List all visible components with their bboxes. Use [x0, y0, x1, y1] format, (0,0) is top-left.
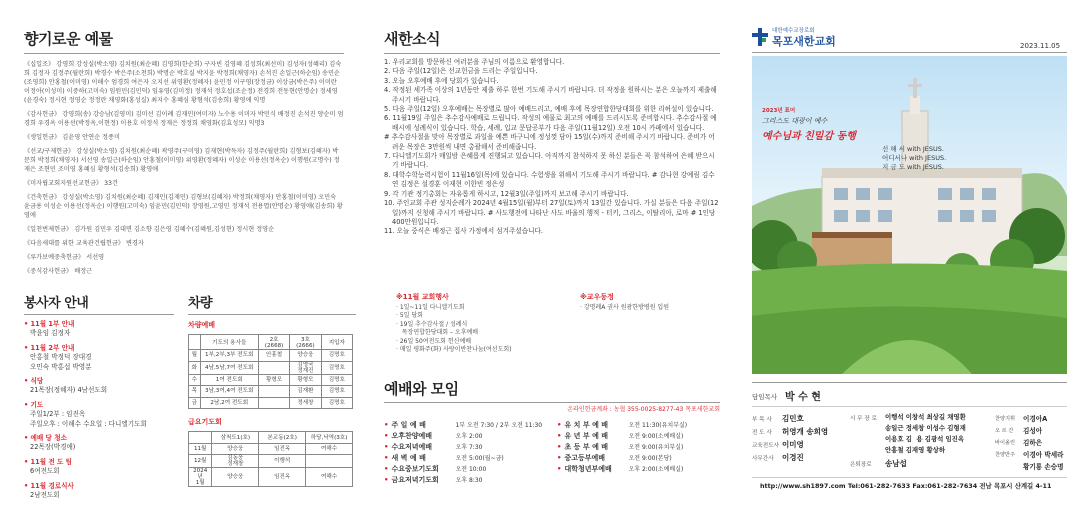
table-cell: [258, 397, 289, 409]
table-cell: 김재환: [290, 386, 321, 398]
divider: [384, 402, 720, 403]
vehicle-section: [188, 292, 356, 487]
elders-list: [885, 412, 995, 456]
event-line: · 5일 당회: [396, 312, 423, 320]
table-row: [189, 374, 353, 386]
worship-name: 주 일 예 배: [391, 421, 426, 430]
service-item-line: 6여전도회: [30, 467, 60, 476]
music-staff-role: 오 르 간: [995, 427, 1014, 434]
bullet-icon: •: [24, 377, 31, 386]
offerings-list: [24, 60, 344, 276]
music-staff-name: 이경아 박세라: [1023, 451, 1064, 459]
worship-time: 오후 2:00(소예배실): [628, 466, 684, 474]
music-staff-role: 바이올린: [995, 439, 1016, 446]
staff-list: [752, 412, 847, 464]
worship-row: [384, 442, 547, 453]
news-item: 4. 작정된 세가족 이상의 1년동안 제출 하루 한번 기도해 주시기 바랍니다. 더 작정을 원하시는 분은 오늘까지 제출해 주시기 바랍니다.: [384, 86, 717, 104]
divider: [752, 477, 1067, 478]
table-row: [189, 361, 353, 374]
news-item: 3. 오늘 오후예배 후에 당회가 있습니다.: [384, 76, 499, 85]
service-item-line: 안홍철 박정덕 장대경: [30, 353, 92, 362]
staff-role: 교육전도사: [752, 442, 780, 449]
news-item: 7. 다니엘기도회가 매일밤 은혜롭게 진행되고 있습니다. 아직까지 참석하지 못 하신 분들은 꼭 참석하여 은혜 받으시기 바랍니다.: [384, 152, 715, 170]
table-cell: 김영국 정재진: [290, 361, 321, 374]
table-cell: 김동웅 정재창: [212, 455, 259, 468]
worship-time: 오전 9:00(소예배실): [628, 433, 684, 441]
service-item: [24, 344, 174, 372]
offering-paragraph: 《미자립교회지원선교헌금》 33건: [24, 180, 118, 187]
staff-role: 부 목 사: [752, 416, 772, 423]
table-row: [189, 350, 353, 362]
worship-row: [384, 420, 547, 431]
divider: [752, 52, 1067, 53]
music-staff-name: 황기룡 손승명: [1023, 463, 1064, 471]
music-staff-row: [995, 460, 1091, 472]
worship-name: 오후찬양예배: [391, 432, 433, 441]
staff-row: [752, 412, 847, 425]
staff-name: 이미영: [782, 440, 804, 449]
table-cell: 4남,5남,7여 전도회: [200, 361, 258, 374]
service-item-label: [24, 344, 174, 353]
service-label-text: 예배 당 청소: [30, 434, 67, 443]
retired-elder-name: 송남섭: [885, 459, 907, 468]
table-cell: 양승웅: [290, 350, 321, 362]
bullet-icon: •: [384, 443, 389, 452]
lunch-subtitle: 급요기도회: [188, 418, 222, 426]
offering-paragraph: 《일천번제헌금》 김가원 김민우 김대면 김소향 김은영 김혜수(김혜원,김성현) 정시현 정영순: [24, 226, 275, 233]
table-header-cell: 3호(2666): [290, 335, 321, 350]
bullet-icon: •: [24, 434, 31, 443]
offering-paragraph: 《감사헌금》 강영희(송) 강승남(김영미) 김미선 김이례 김재민(여미자) 노수용 이미자 박민식 배정진 손석진 양순미 엄경희 우경옥 이용선(박정옥,이현정) 이용호 이정석 정재은 정정희 채영화(김효성모) 익명3: [24, 111, 344, 127]
table-header-row: [189, 432, 353, 444]
service-item-line: 오민숙 박홍섭 박영분: [30, 362, 92, 371]
worship-title: 예배와 모임: [384, 380, 459, 398]
bullet-icon: •: [557, 465, 562, 474]
offering-paragraph: 《다음세대를 위한 교육관건립헌금》 변경자: [24, 240, 144, 247]
service-item: [24, 458, 174, 477]
divider: [188, 314, 356, 315]
elders-line: 이용호 김 용 김광석 임진옥: [885, 435, 965, 443]
table-cell: 김명호: [321, 361, 352, 374]
table-cell: 황형모: [290, 374, 321, 386]
service-item-line: 박윤임 김정자: [30, 329, 71, 338]
church-photo: [752, 56, 1067, 374]
table-cell: 2024년 1월: [189, 468, 212, 487]
service-label-text: 11월 경로식사: [30, 481, 74, 490]
table-header-cell: 지입자: [321, 335, 352, 350]
offering-paragraph: 《생일헌금》 김윤영 안연순 정종미: [24, 134, 120, 141]
column-news: [384, 28, 720, 237]
member-news-box: [580, 292, 720, 312]
news-item: 2. 다음 주일(12일)은 선교헌금을 드리는 주일입니다.: [384, 67, 538, 76]
staff-role: 사무간사: [752, 455, 774, 462]
table-header-cell: [189, 432, 212, 444]
event-line: · 매일 평화주(화) 사랑이반찬나눔(여선도회): [396, 346, 512, 354]
member-news-title: ※교우동정: [580, 293, 614, 301]
bullet-icon: •: [24, 457, 31, 466]
service-label-text: 11월 2부 안내: [30, 343, 75, 352]
table-cell: 화: [189, 361, 201, 374]
denomination-label: 대한예수교장로회: [772, 28, 815, 34]
table-cell: 11월: [189, 443, 212, 455]
worship-section: [384, 378, 720, 486]
event-line: · 1일~11일 다니엘기도회: [396, 304, 465, 311]
table-cell: 양승웅: [212, 468, 259, 487]
table-cell: [306, 455, 353, 468]
event-line: · 19일 추수감사절 / 성례식: [396, 320, 468, 328]
table-header-cell: [189, 335, 201, 350]
table-row: [189, 455, 353, 468]
news-item: 11. 오늘 중식은 배정근 집사 가정에서 섬겨주셨습니다.: [384, 227, 543, 236]
service-label-text: 11월 1부 안내: [30, 320, 75, 328]
music-staff-row: [995, 412, 1091, 424]
vehicle-title: 차량: [188, 296, 213, 311]
table-header-cell: 기도의 용사들: [200, 335, 258, 350]
worship-name: 유 치 부 예 배: [564, 421, 609, 430]
pastor-name: 박 수 현: [785, 392, 821, 403]
elders-line: 송일근 정세창 이성수 김형재: [885, 424, 966, 432]
table-header-cell: 2호(2668): [258, 335, 289, 350]
worship-row: [384, 475, 547, 486]
service-item: [24, 434, 174, 453]
worship-time: 오전 9:00(유치부실): [628, 444, 684, 452]
table-cell: [258, 386, 289, 398]
worship-row: [557, 420, 720, 431]
divider: [752, 382, 1067, 383]
footer-contact: http://www.sh1897.com Tel:061-282-7633 Fax:061-282-7634 전남 목포시 산계길 4-11: [760, 482, 1052, 490]
table-cell: 김명호: [321, 397, 352, 409]
music-staff-name: 이경아A: [1023, 415, 1048, 423]
worship-time: 오전 9:00(본당): [628, 455, 672, 463]
cross-logo-icon: [752, 28, 768, 46]
table-row: [189, 443, 353, 455]
table-cell: 12월: [189, 455, 212, 468]
table-cell: 1여 전도회: [200, 374, 258, 386]
member-news-line: · 강명례A 권사 원광한방병원 입원: [580, 304, 669, 311]
service-item: [24, 482, 174, 501]
bullet-icon: •: [24, 481, 31, 490]
news-item: 10. 주인교회 주관 성지순례가 2024년 4월15일(월)부터 27일(토)까지 13일간 있습니다. 가실 분들은 다음 주일(12일)까지 신청해 주시기 바랍니다. # 사도행전에 나타난 사도 바울의 행적 - 터키, 그리스, 이탈리아, 로마 # 1인당 400만원입니다.: [384, 199, 719, 226]
service-section: [24, 292, 174, 506]
music-staff-row: [995, 436, 1091, 448]
staff-row: [752, 451, 847, 464]
table-row: [189, 397, 353, 409]
table-cell: 여해수: [306, 468, 353, 487]
member-news-list: [580, 304, 720, 312]
service-label-text: 11월 전 도 팀: [30, 457, 73, 466]
service-item: [24, 377, 174, 396]
lunch-table: [188, 431, 353, 487]
service-item-line: 주일오후 : 이해수 수요일 : 다니엘기도회: [30, 419, 147, 428]
offering-paragraph: 《루가보예중축헌금》 서선영: [24, 254, 105, 261]
bulletin-date: 2023.11.05: [1020, 42, 1061, 50]
online-account: 온라인헌금계좌 : 농협 355-0025-8277-43 목포새한교회: [567, 406, 720, 413]
vehicle-table: [188, 334, 353, 409]
table-cell: 임진옥: [259, 443, 306, 455]
table-cell: 수: [189, 374, 201, 386]
offering-paragraph: 《중식감사헌금》 배정근: [24, 268, 93, 275]
events-list: [396, 304, 566, 354]
music-staff-list: [995, 412, 1091, 472]
worship-time: 오전 10:00: [455, 466, 487, 474]
table-cell: 여해수: [306, 443, 353, 455]
worship-row: [384, 453, 547, 464]
table-cell: 임진옥: [259, 468, 306, 487]
divider: [24, 314, 174, 315]
table-cell: 월: [189, 350, 201, 362]
table-cell: 3남,3여,4여 전도회: [200, 386, 258, 398]
worship-name: 초 등 부 예 배: [564, 443, 609, 452]
worship-row: [557, 442, 720, 453]
service-label-text: 기도: [30, 400, 44, 409]
staff-name: 김민호: [782, 414, 804, 423]
bullet-icon: •: [24, 343, 31, 352]
news-item: 1. 우리교회를 방문하신 여러분을 주님의 이름으로 환영합니다.: [384, 58, 565, 66]
motto-line-5: 지 금 도 with JESUS.: [882, 163, 944, 171]
staff-name: 이경진: [782, 453, 804, 462]
service-item: [24, 401, 174, 429]
worship-row: [557, 464, 720, 475]
news-item: 9. 각 기관 정기총회는 자유롭게 하시고, 12월3일(주일)까지 보고해 주시기 바랍니다.: [384, 189, 629, 198]
staff-row: [752, 425, 847, 438]
worship-time: 오후 7:30: [455, 444, 483, 452]
staff-name: 허영개 송희영: [782, 427, 829, 436]
service-item: [24, 320, 174, 339]
motto-line-3: 선 해 서 with JESUS.: [882, 145, 944, 153]
worship-row: [384, 431, 547, 442]
events-box: [396, 292, 566, 354]
bullet-icon: •: [557, 421, 562, 430]
service-item-label: [24, 458, 174, 467]
service-item-label: [24, 320, 174, 329]
elders-line: 안홍철 김재영 황상하: [885, 446, 946, 454]
table-cell: 금: [189, 397, 201, 409]
worship-name: 새 벽 예 배: [391, 454, 426, 463]
service-item-label: [24, 482, 174, 491]
bullet-icon: •: [557, 454, 562, 463]
worship-name: 수요저녁예배: [391, 443, 433, 452]
table-cell: [258, 361, 289, 374]
staff-role: 전 도 사: [752, 429, 772, 436]
music-staff-role: 찬양반주: [995, 451, 1016, 458]
worship-time: 1부 오전 7:30 / 2부 오전 11:30: [455, 422, 543, 430]
table-header-cell: 하당,낙역(3호): [306, 432, 353, 444]
bullet-icon: •: [384, 432, 389, 441]
table-cell: 목: [189, 386, 201, 398]
music-staff-name: 김성아: [1023, 427, 1043, 435]
service-item-line: 21목장(정혜자) 4남선도회: [30, 386, 108, 395]
motto-line-1: 그리스도 대광이 예수: [762, 117, 828, 125]
music-staff-row: [995, 448, 1091, 460]
worship-time: 오후 2:00: [455, 433, 483, 441]
motto-year: 2023년 표어: [762, 108, 796, 114]
table-cell: 1부,2부,3부 전도회: [200, 350, 258, 362]
music-staff-row: [995, 424, 1091, 436]
table-cell: 2남,2여 전도회: [200, 397, 258, 409]
table-header-cell: 본교동(2호): [259, 432, 306, 444]
divider: [384, 53, 720, 54]
bullet-icon: •: [384, 476, 389, 485]
table-cell: 황형모: [258, 374, 289, 386]
pastor-label: 담임목사: [752, 393, 778, 401]
vehicle-subtitle: 차량예배: [188, 321, 216, 329]
news-list: [384, 58, 720, 237]
church-building-illustration: [752, 56, 1067, 374]
church-name: 목포새한교회: [772, 35, 836, 48]
music-staff-name: 김하은: [1023, 439, 1043, 447]
event-line: 목장연합한당대회 – 오후예배: [396, 329, 479, 337]
worship-name: 중고등부예배: [564, 454, 606, 463]
service-item-line: 2남전도회: [30, 491, 60, 500]
offering-paragraph: 《건축헌금》 강성실(박소영) 김치원(최순혜) 김재민(김재민) 김형보(김혜자) 박정희(채영자) 안홍철(이미영) 오민숙 윤금용 이성순 이용선(정옥순) 이행원(고미숙) 임윤민(김민덕) 장영원,고영민 정재석 전용엽(안명순) 황영애(김송희) 황영애: [24, 194, 343, 219]
logo-block: [752, 26, 872, 48]
column-offerings: [24, 28, 344, 281]
service-label-text: 식당: [30, 377, 44, 386]
offering-paragraph: 《선교/구제헌금》 강성실(박소영) 김치원(최순혜) 곽영주(구미영) 김재현(박득자) 김정주(월란희) 김형보(김혜자) 박문희 박정희(채영자) 서선영 송일근(하순임) 안홍철(이미영) 위영환(정혜자) 이성순 이용선(정옥순) 이행원(고명수) 정재은 조현민 조미영 홍혜심 황형석(김송희) 황영애: [24, 148, 340, 173]
offerings-title: 향기로운 예물: [24, 30, 113, 48]
worship-list-right: [557, 420, 720, 486]
table-header-row: [189, 335, 353, 350]
elders-line: 이행석 이창석 최상길 채영환: [885, 413, 966, 421]
news-title: 새한소식: [384, 30, 440, 48]
staff-row: [752, 438, 847, 451]
bullet-icon: •: [557, 443, 562, 452]
bullet-icon: •: [384, 421, 389, 430]
table-cell: 김명호: [321, 374, 352, 386]
service-item-line: 22목장(박경애): [30, 443, 76, 452]
table-header-cell: 삼척도1(호): [212, 432, 259, 444]
elders-label: 시 무 장 로: [850, 416, 877, 422]
service-list: [24, 320, 174, 501]
worship-list-left: [384, 420, 547, 486]
table-cell: 김명호: [321, 386, 352, 398]
table-cell: 김명호: [321, 350, 352, 362]
worship-row: [384, 464, 547, 475]
service-item-line: 주일1/2부 : 임진옥: [30, 410, 86, 419]
motto-line-2: 예수님과 친밀감 동행: [762, 131, 856, 142]
worship-time: 오전 5:00(월~금): [455, 455, 504, 463]
table-cell: 이행석: [259, 455, 306, 468]
worship-name: 대학청년부예배: [564, 465, 612, 474]
divider: [752, 406, 1067, 407]
worship-time: 오후 8:30: [455, 477, 483, 485]
events-title: ※11월 교회행사: [396, 293, 449, 301]
worship-row: [557, 431, 720, 442]
bullet-icon: •: [24, 400, 31, 409]
worship-time: 오전 11:30(유치부실): [628, 422, 688, 430]
worship-name: 금요저녁기도회: [391, 476, 439, 485]
news-item: 6. 11월19일 주일은 추수감사예배로 드립니다. 작성의 예물로 최고의 예배를 드리시도록 준비합시다. 추수감사절 예배시에 성례식이 있습니다. 학습, 세례, 입교 문답공부가 다음 주일(11월12일) 오전 10시 카페에서 있습니다.: [384, 114, 717, 132]
music-staff-role: 찬양지휘: [995, 415, 1016, 422]
news-item: # 추수감사절을 맞아 목장별로 과일을 예쁜 바구니에 정성껏 담아 15일(수)까지 준비해 주시기 바랍니다. 준비가 어려운 목장은 3만원씩 내면 총괄해서 준비해줍니다.: [384, 133, 715, 151]
table-cell: 양승웅: [212, 443, 259, 455]
bullet-icon: •: [24, 320, 31, 328]
motto-line-4: 어디서나 with JESUS.: [882, 154, 947, 162]
worship-row: [557, 453, 720, 464]
retired-elder-label: 은퇴장로: [850, 462, 872, 468]
worship-name: 유 년 부 예 배: [564, 432, 609, 441]
bullet-icon: •: [557, 432, 562, 441]
table-row: [189, 468, 353, 487]
offering-paragraph: 《십일조》 강영희 강성실(박소영) 김치원(최순혜) 김영희(한순희) 구자빈 김영혜 김성희(최선미) 김성자(성혜리) 김숙희 김정자 김정주(월란희) 박경수 박은주(소천희) 박명순 박호실 박지윤 박정희(채영자) 손석진 손일근(하순임) 송민순(조영희) 안홍철(이미영) 이해수 엄경희 여은자 오지선 위영환(정혜자) 윤민정 이구영(장정금) 이상금(박은주) 이미란 이정아(이성미) 이중하(고미숙) 임원민(김민덕) 임유영(김미정) 정재석 정호섭(조순정) 전경희 전동현(안명순) 정세영(윤경숙) 정시현 정영순 정정란 채영화(홍성실) 최지수 홍혜심 황형석(김송희) 황영애 익명: [24, 61, 342, 104]
table-cell: 정세창: [290, 397, 321, 409]
table-cell: 안홍철: [258, 350, 289, 362]
worship-name: 수요중보기도회: [391, 465, 439, 474]
service-item-label: [24, 401, 174, 410]
news-item: 8. 대학수학능력시험이 11월16일(목)에 있습니다. 수험생을 위해서 기도해 주시기 바랍니다. # 감나현 강예림 김수연 김정은 설경훈 이재현 이한빈 정은성: [384, 170, 715, 189]
bullet-icon: •: [384, 454, 389, 463]
event-line: · 26일 50여전도회 헌신예배: [396, 337, 472, 345]
divider: [24, 53, 344, 54]
news-item: 5. 다음 주일(12일) 오후예배는 목장별로 많아 예배드리고, 예배 후에 목장연합한당대회를 위한 리허설이 있습니다.: [384, 105, 714, 114]
service-title: 봉사자 안내: [24, 296, 89, 311]
table-row: [189, 386, 353, 398]
bullet-icon: •: [384, 465, 389, 474]
